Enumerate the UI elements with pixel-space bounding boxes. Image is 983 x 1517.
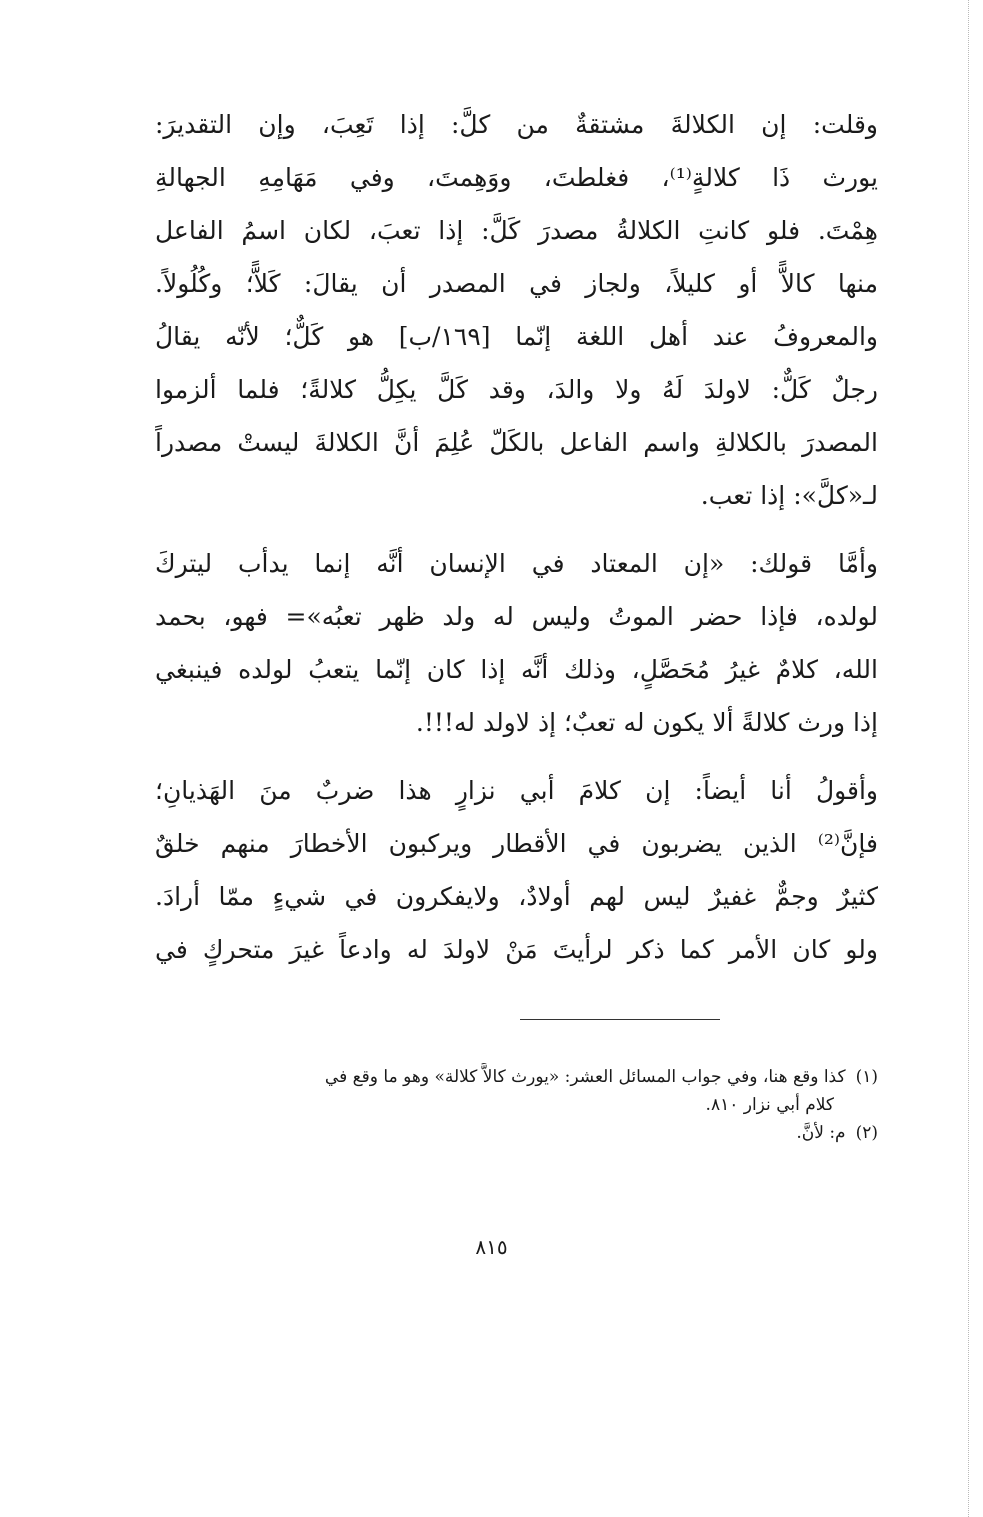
footnote-1 xyxy=(160,1063,878,1091)
paragraph-1 xyxy=(155,98,878,522)
text-line: إذا ورث كلالةً ألا يكون له تعبٌ؛ إذ لاولد له!!!. xyxy=(415,708,878,737)
scan-edge-dotted-line xyxy=(968,0,969,1517)
text-line: المصدرَ بالكلالةِ واسم الفاعل بالكَلّ عُلِمَ أنَّ الكلالةَ ليستْ مصدراً xyxy=(155,428,878,457)
text-line: ولو كان الأمر كما ذكر لرأيتَ مَنْ لاولدَ له وادعاً غيرَ متحركٍ في xyxy=(155,935,878,964)
text-line: وأمَّا قولك: «إن المعتاد في الإنسان أنَّه إنما يدأب ليتركَ xyxy=(155,549,878,578)
text-line: هِمْتَ. فلو كانتِ الكلالةُ مصدرَ كَلَّ: إذا تعبَ، لكان اسمُ الفاعل xyxy=(155,216,878,245)
main-text xyxy=(155,98,878,976)
footnote-number: (٢) xyxy=(855,1123,878,1143)
paragraph-3 xyxy=(155,764,878,976)
text-line: منها كالاًّ أو كليلاً، ولجاز في المصدر أن يقالَ: كَلاًّ؛ وكُلُولاً. xyxy=(155,269,878,298)
footnote-2 xyxy=(160,1119,878,1147)
footnotes xyxy=(160,1063,878,1147)
footnote-text: كذا وقع هنا، وفي جواب المسائل العشر: «يورث كالاًّ كلالة» وهو ما وقع في xyxy=(324,1067,846,1087)
text-line: وأقولُ أنا أيضاً: إن كلامَ أبي نزارٍ هذا ضربٌ منَ الهَذيانِ؛ xyxy=(155,776,878,805)
footnote-separator xyxy=(520,1019,720,1020)
footnote-1-continuation: كلام أبي نزار ٨١٠. xyxy=(705,1095,834,1115)
page-number: ٨١٥ xyxy=(475,1235,508,1259)
footnote-text: م: لأنَّ. xyxy=(796,1123,846,1143)
footnote-number: (١) xyxy=(855,1067,878,1087)
text-line: الله، كلامٌ غيرُ مُحَصَّلٍ، وذلك أنَّه إذا كان إنّما يتعبُ لولده فينبغي xyxy=(155,655,878,684)
text-line: لولده، فإذا حضر الموتُ وليس له ولد ظهر تعبُه»= فهو، بحمد xyxy=(155,602,878,631)
text-line: يورث ذَا كلالةٍ⁽¹⁾، فغلطتَ، ووَهِمتَ، وفي مَهَامِهِ الجهالةِ xyxy=(155,163,878,192)
text-line: فإنَّ⁽²⁾ الذين يضربون في الأقطار ويركبون الأخطارَ منهم خلقٌ xyxy=(155,829,878,858)
text-line: كثيرٌ وجمٌّ غفيرٌ ليس لهم أولادٌ، ولايفكرون في شيءٍ ممّا أرادَ. xyxy=(155,882,878,911)
text-line: والمعروفُ عند أهل اللغة إنّما [١٦٩/ب] هو كَلٌّ؛ لأنّه يقالُ xyxy=(155,322,878,351)
text-line: رجلٌ كَلٌّ: لاولدَ لَهُ ولا والدَ، وقد كَلَّ يكِلُّ كلالةً؛ فلما ألزموا xyxy=(155,375,878,404)
paragraph-2 xyxy=(155,537,878,749)
text-line: لـ«كلَّ»: إذا تعب. xyxy=(700,481,878,510)
text-line: وقلت: إن الكلالةَ مشتقةٌ من كلَّ: إذا تَعِبَ، وإن التقديرَ: xyxy=(155,110,878,139)
